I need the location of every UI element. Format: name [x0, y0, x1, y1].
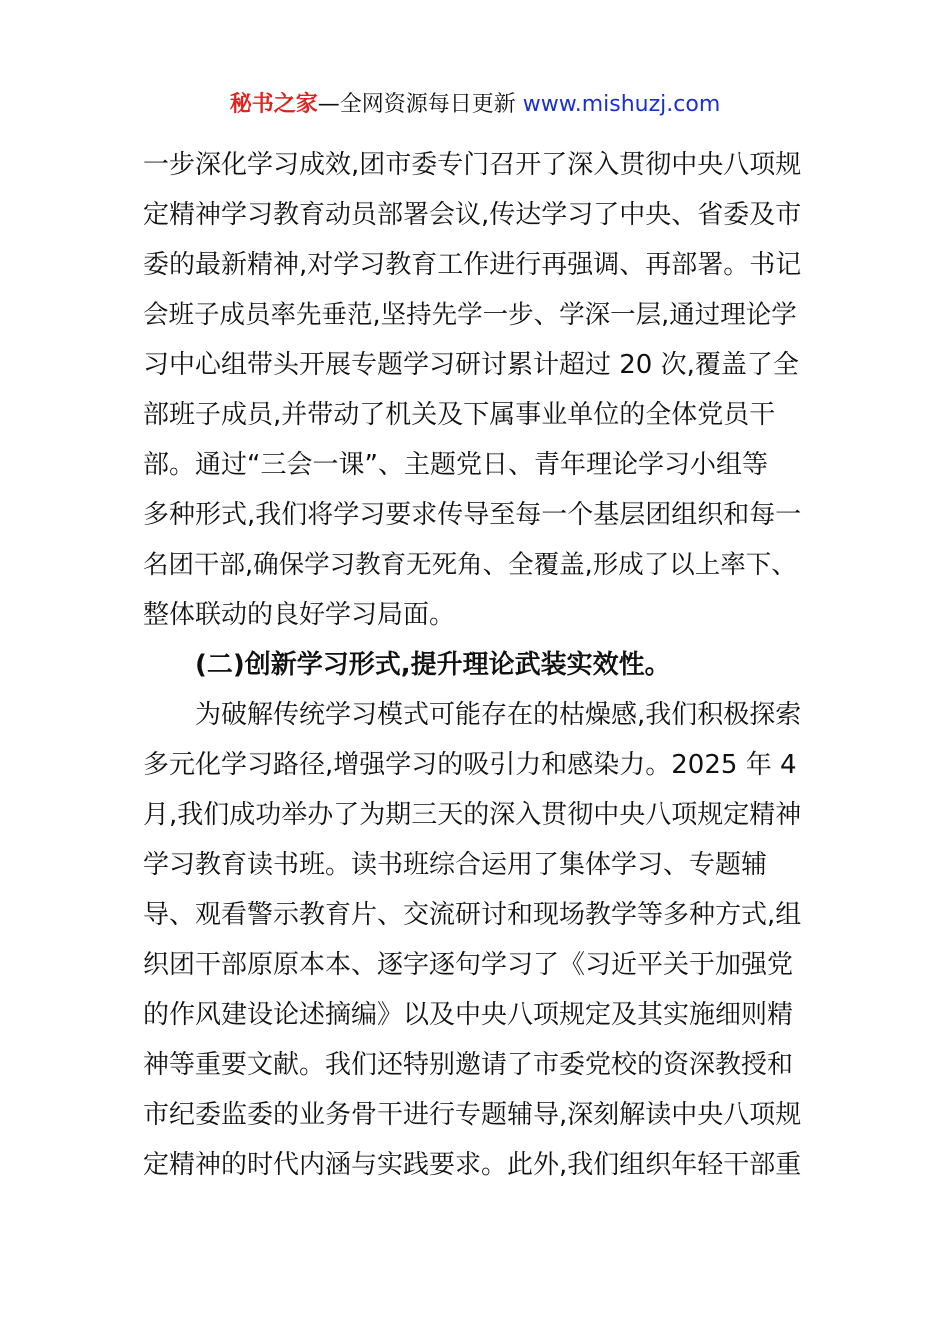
header-tagline: —全网资源每日更新 — [317, 92, 516, 117]
brand-name: 秘书之家 — [229, 92, 318, 117]
site-url[interactable]: www.mishuzj.com — [522, 92, 721, 117]
text-line: 部班子成员,并带动了机关及下属事业单位的全体党员干 — [143, 400, 776, 430]
text-line: 市纪委监委的业务骨干进行专题辅导,深刻解读中央八项规 — [143, 1100, 802, 1130]
text-line: 织团干部原原本本、逐字逐句学习了《习近平关于加强党 — [143, 950, 794, 980]
text-line: 委的最新精神,对学习教育工作进行再强调、再部署。书记 — [143, 250, 802, 280]
text-line: 定精神的时代内涵与实践要求。此外,我们组织年轻干部重 — [143, 1150, 802, 1180]
text-line: 整体联动的良好学习局面。 — [143, 600, 456, 630]
text-line: 学习教育读书班。读书班综合运用了集体学习、专题辅 — [143, 850, 768, 880]
text-line: 为破解传统学习模式可能存在的枯燥感,我们积极探索 — [195, 700, 802, 730]
text-line: 一步深化学习成效,团市委专门召开了深入贯彻中央八项规 — [143, 150, 802, 180]
text-line: 月,我们成功举办了为期三天的深入贯彻中央八项规定精神 — [143, 800, 802, 830]
text-line: 的作风建设论述摘编》以及中央八项规定及其实施细则精 — [143, 1000, 794, 1030]
text-line: 习中心组带头开展专题学习研讨累计超过 20 次,覆盖了全 — [143, 350, 799, 380]
text-line: 部。通过“三会一课”、主题党日、青年理论学习小组等 — [143, 450, 768, 480]
text-line: 神等重要文献。我们还特别邀请了市委党校的资深教授和 — [143, 1050, 794, 1080]
text-line: 多元化学习路径,增强学习的吸引力和感染力。2025 年 4 — [143, 750, 797, 780]
document-body — [143, 140, 808, 1190]
text-line: 名团干部,确保学习教育无死角、全覆盖,形成了以上率下、 — [143, 550, 797, 580]
text-line: 多种形式,我们将学习要求传导至每一个基层团组织和每一 — [143, 500, 802, 530]
section-heading: (二)创新学习形式,提升理论武装实效性。 — [195, 650, 671, 680]
text-line: 会班子成员率先垂范,坚持先学一步、学深一层,通过理论学 — [143, 300, 797, 330]
text-line: 导、观看警示教育片、交流研讨和现场教学等多种方式,组 — [143, 900, 802, 930]
text-line: 定精神学习教育动员部署会议,传达学习了中央、省委及市 — [143, 200, 802, 230]
page-header — [0, 86, 950, 124]
